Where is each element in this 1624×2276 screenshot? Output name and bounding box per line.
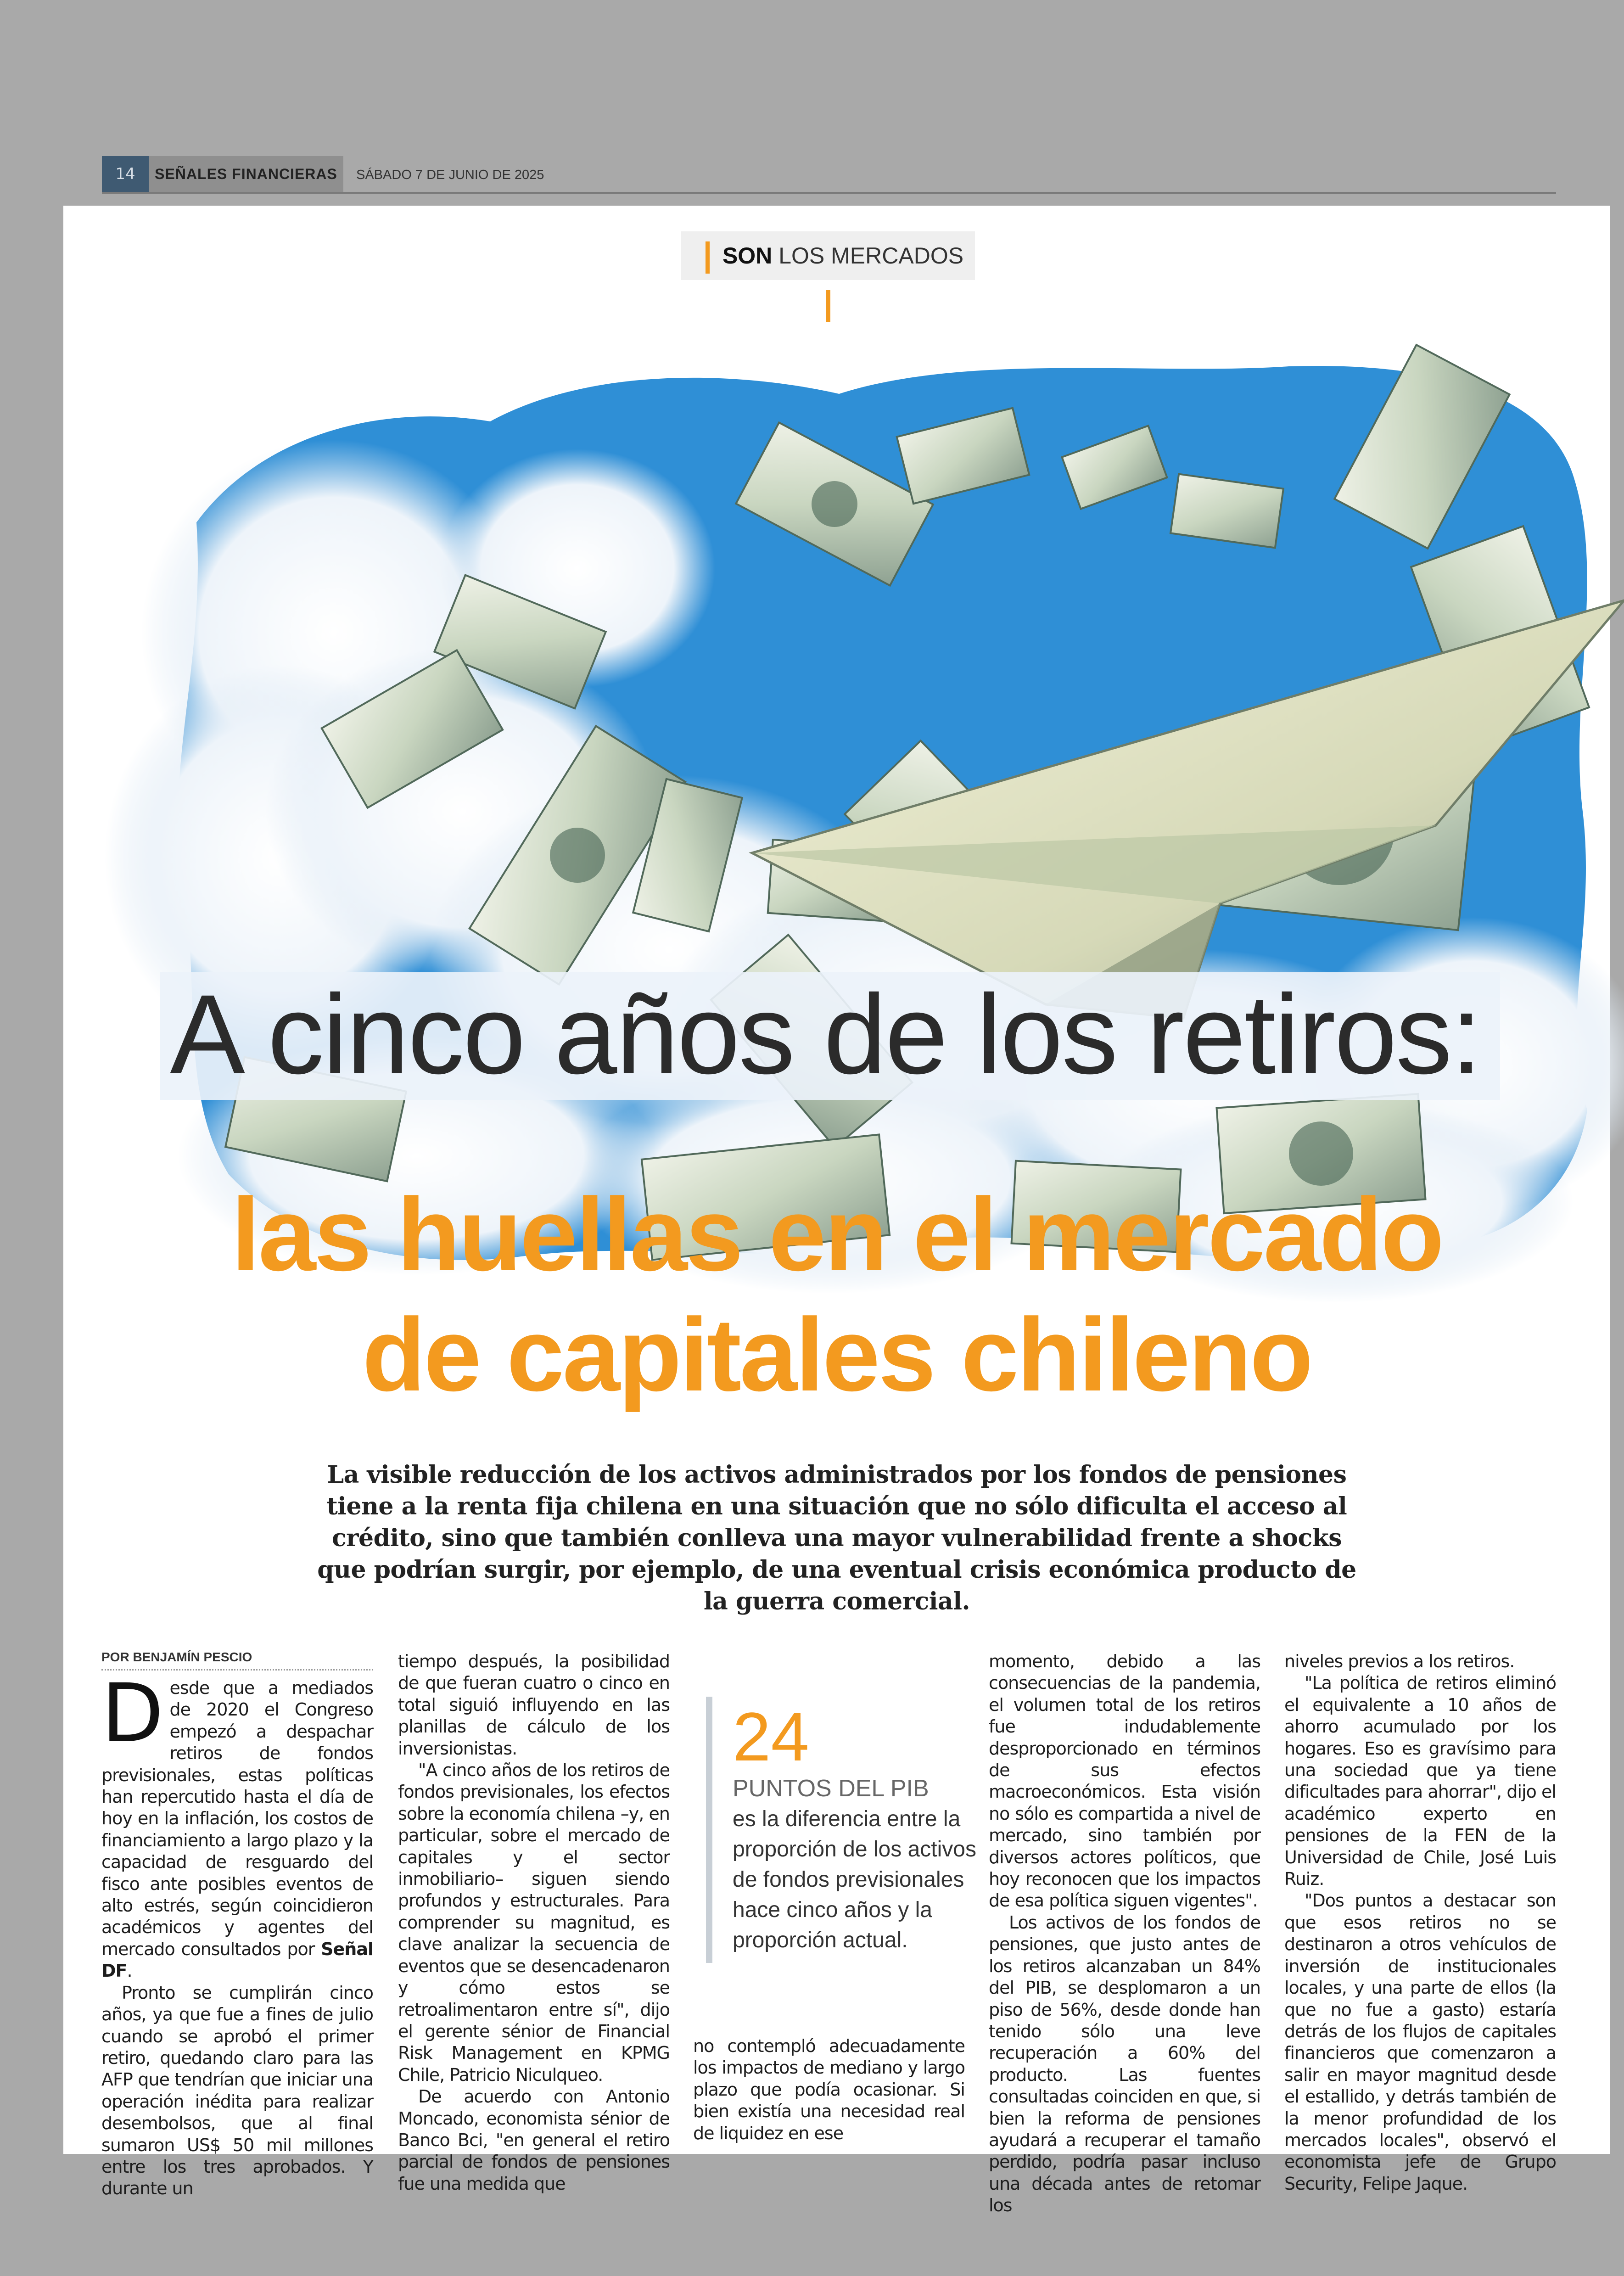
kicker-bar-left	[706, 241, 710, 274]
kicker-bold: SON	[722, 243, 773, 269]
article-page	[63, 206, 1610, 2216]
article-paragraph: tiempo después, la posibilidad de que fueran cuatro o cinco en total siguió influyendo en las planillas de cálculo de los inversionistas.	[398, 1651, 670, 1759]
article-paragraph: "La política de retiros eliminó el equivalente a 10 años de ahorro acumulado por los hogares. Eso es gravísimo para una sociedad que ya tiene dificultades para ahorrar", dijo el académico experto en pensiones de la FEN de la Universidad de Chile, José Luis Ruiz.	[1284, 1673, 1556, 1889]
article-column-3	[693, 2035, 965, 2144]
article-column-2	[398, 1651, 670, 2195]
kicker-text: LOS MERCADOS	[778, 243, 964, 269]
article-paragraph: Pronto se cumplirán cinco años, ya que fue a fines de julio cuando se aprobó el primer retiro, quedando claro para las AFP que tendrían que iniciar una operación inédita para realizar desembolsos, que al final sumaron US$ 50 mil millones entre los tres aprobados. Y durante un	[101, 1982, 373, 2199]
article-column-4	[989, 1651, 1260, 2217]
lede-paragraph: La visible reducción de los activos administrados por los fondos de pensiones tiene a la renta fija chilena en una situación que no sólo dificulta el acceso al crédito, sino que también conlleva una mayor vulnerabilidad frente a shocks que podrían surgir, por ejemplo, de una eventual crisis económica producto de la guerra comercial.	[317, 1461, 1356, 1615]
drop-cap: D	[101, 1666, 163, 1760]
issue-date: SÁBADO 7 DE JUNIO DE 2025	[356, 168, 544, 182]
article-paragraph: "Dos puntos a destacar son que esos retiros no se destinaron a otros vehículos de inversión de institucionales locales, y una parte de ellos (la que no fue a gasto) estaría detrás de los flujos de capitales financieros que comenzaron a salir en mayor magnitud desde el estallido, y detrás también de la menor profundidad de los mercados locales", observó el economista jefe de Grupo Security, Felipe Jaque.	[1284, 1890, 1556, 2194]
article-paragraph: no contempló adecuadamente los impactos de mediano y largo plazo que podía ocasionar. Si bien existía una necesidad real de liquidez en ese	[693, 2036, 965, 2143]
headline-line-2	[63, 1174, 1610, 1415]
stat-unit: PUNTOS DEL PIB	[733, 1775, 929, 1802]
headline-line-2a: las huellas en el mercado	[231, 1176, 1443, 1292]
stat-description: es la diferencia entre la proporción de los activos de fondos previsionales hace cinco años y la proporción actual.	[733, 1807, 976, 1952]
stat-number: 24	[733, 1698, 809, 1775]
headline-line-1: A cinco años de los retiros:	[170, 971, 1481, 1098]
section-name: SEÑALES FINANCIERAS	[149, 156, 343, 192]
article-paragraph: Desde que a mediados de 2020 el Congreso empezó a despachar retiros de fondos previsionales, estas políticas han repercutido hasta el día de hoy en la inflación, los costos de financiamiento a largo plazo y la capacidad de resguardo del fisco ante posibles eventos de alto estrés, según coincidieron académicos y agentes del mercado consultados por Señal DF.	[101, 1666, 373, 1981]
article-column-5	[1284, 1651, 1556, 2195]
kicker-bar-right	[826, 290, 830, 322]
article-paragraph: "A cinco años de los retiros de fondos previsionales, los efectos sobre la economía chilena –y, en particular, sobre el mercado de capitales y el sector inmobiliario– siguen siendo profundos y estructurales. Para comprender su magnitud, es clave analizar la secuencia de eventos que se desencadenaron y cómo estos se retroalimentaron entre sí", dijo el gerente sénior de Financial Risk Management en KPMG Chile, Patricio Niculqueo.	[398, 1760, 670, 2085]
page-header	[102, 156, 1556, 194]
headline-line-2b: de capitales chileno	[362, 1296, 1311, 1413]
article-paragraph: niveles previos a los retiros.	[1284, 1651, 1515, 1671]
article-paragraph: momento, debido a las consecuencias de la pandemia, el volumen total de los retiros fue indudablemente desproporcionado en términos de sus efectos macroeconómicos. Esta visión no sólo es compartida a nivel de mercado, sino también por diversos actores políticos, que hoy reconocen que los impactos de esa política siguen vigentes".	[989, 1651, 1260, 1911]
stat-callout	[706, 1697, 990, 1963]
source-name: Señal DF	[101, 1939, 373, 1981]
byline: POR BENJAMÍN PESCIO	[101, 1650, 373, 1671]
section-kicker	[681, 231, 975, 280]
article-paragraph: De acuerdo con Antonio Moncado, economista sénior de Banco Bci, "en general el retiro parcial de fondos de pensiones fue una medida que	[398, 2086, 670, 2194]
page-number: 14	[102, 156, 149, 192]
article-column-1	[101, 1666, 373, 2200]
article-paragraph: Los activos de los fondos de pensiones, que justo antes de los retiros alcanzaban un 84% del PIB, se desplomaron a un piso de 56%, desde donde han tenido sólo una leve recuperación a 60% del producto. Las fuentes consultadas coinciden en que, si bien la reforma de pensiones ayudará a recuperar el tamaño perdido, podría pasar incluso una década antes de retomar los	[989, 1912, 1260, 2216]
